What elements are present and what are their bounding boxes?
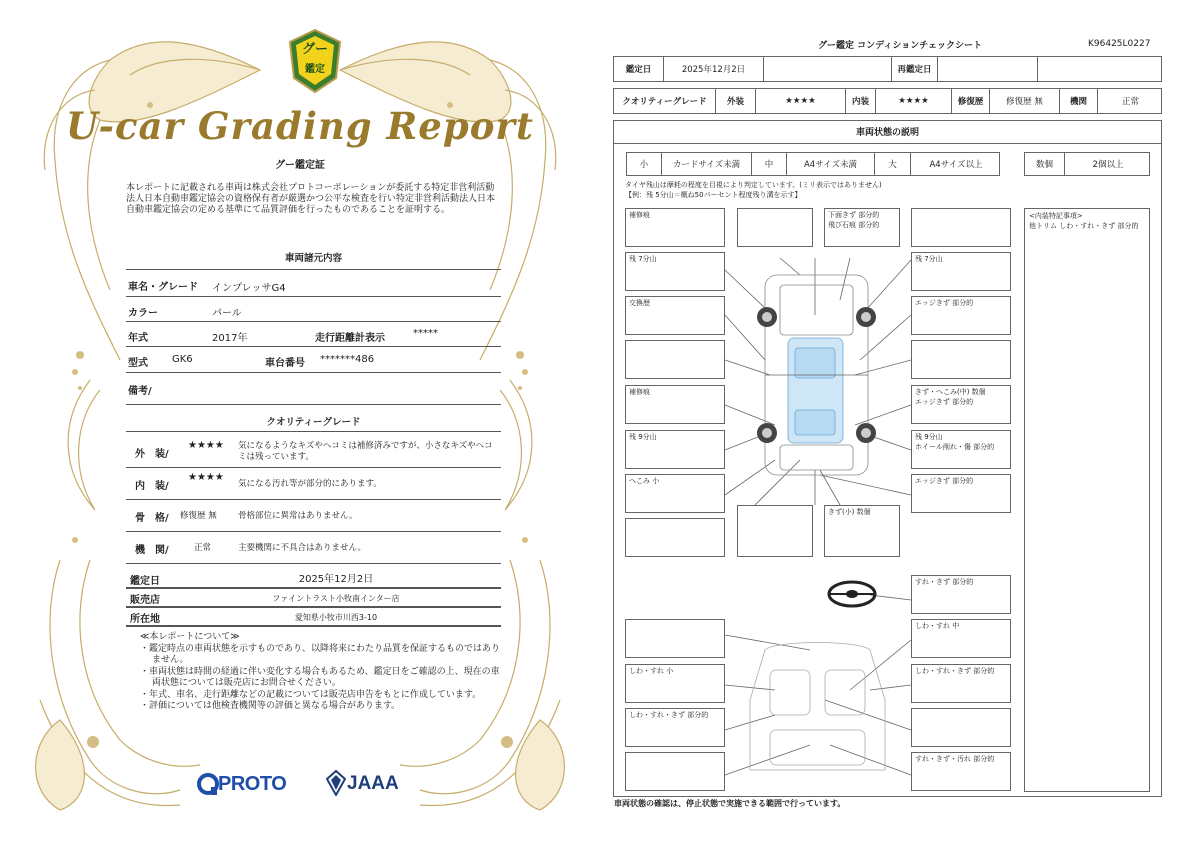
damage-box-left: 残 9分山 xyxy=(625,430,725,469)
frame-label: 骨 格/ xyxy=(135,513,169,524)
damage-box-left: 残 7分山 xyxy=(625,252,725,291)
divider xyxy=(126,531,501,532)
repair-value: 修復歴 無 xyxy=(990,89,1060,113)
size-mid-desc: A4サイズ未満 xyxy=(787,153,875,175)
note-item: ・鑑定時点の車両状態を示すものであり、以降将来にわたり品質を保証するものではありません。 xyxy=(140,643,501,665)
frame-text: 骨格部位に異常はありません。 xyxy=(238,511,358,521)
damage-box-left: 補修痕 xyxy=(625,208,725,247)
interior-stars: ★★★★ xyxy=(188,472,224,483)
damage-box-right: エッジきず 部分的 xyxy=(911,474,1011,513)
damage-box-right: きず・へこみ(中) 数個 エッジきず 部分的 xyxy=(911,385,1011,424)
damage-box-left: 補修痕 xyxy=(625,385,725,424)
tire-note-1: タイヤ残山は摩耗の程度を目視により判定しています。(ミリ表示ではありません) xyxy=(625,181,882,189)
engine-label: 機関 xyxy=(1060,89,1098,113)
divider xyxy=(126,587,501,589)
interior-note-heading: <内装特記事項> xyxy=(1029,212,1083,220)
size-small-desc: カードサイズ未満 xyxy=(662,153,752,175)
dealer-label: 販売店 xyxy=(130,595,160,606)
date-value: 2025年12月2日 xyxy=(664,57,764,81)
jaaa-logo-icon xyxy=(326,770,346,796)
location-label: 所在地 xyxy=(130,614,160,625)
mileage-label: 走行距離計表示 xyxy=(315,333,385,344)
chassis-label: 車台番号 xyxy=(265,358,305,369)
damage-box-top: 下面きず 部分的 飛び石痕 部分的 xyxy=(824,208,900,247)
exterior-label: 外 装/ xyxy=(135,449,169,460)
chassis-value: *******486 xyxy=(320,354,375,365)
exterior-stars: ★★★★ xyxy=(756,89,846,113)
certificate-intro: 本レポートに記載される車両は株式会社プロトコーポレーションが委託する特定非営利活動法人日本自動車鑑定協会の資格保有者が厳選かつ公平な検査を行い特定非営利活動法人日本自動車鑑定協会の定める基準にて品質評価を行ったものであることを証明する。 xyxy=(126,183,496,215)
car-name-label: 車名・グレード xyxy=(128,282,198,293)
damage-box-bottom xyxy=(737,505,813,557)
divider xyxy=(126,606,501,608)
size-large: 大 xyxy=(875,153,911,175)
proto-logo-text: PROTO xyxy=(218,773,287,795)
interior-box-left: しわ・すれ・きず 部分的 xyxy=(625,708,725,747)
grade-label: クオリティーグレード xyxy=(614,89,716,113)
exterior-label: 外装 xyxy=(716,89,756,113)
damage-box-top xyxy=(911,208,1011,247)
engine-text: 主要機関に不具合はありません。 xyxy=(238,543,367,553)
interior-note-panel xyxy=(1024,208,1150,792)
divider xyxy=(126,625,501,627)
engine-value: 正常 xyxy=(194,543,212,553)
location-value: 愛知県小牧市川西3-10 xyxy=(294,613,378,622)
divider xyxy=(126,296,501,297)
dealer-value: ファイントラスト小牧南インター店 xyxy=(272,594,400,603)
interior-box-left xyxy=(625,752,725,791)
divider xyxy=(126,321,501,322)
interior-box-right: しわ・すれ 中 xyxy=(911,619,1011,658)
interior-box-right: しわ・すれ・きず 部分的 xyxy=(911,664,1011,703)
divider xyxy=(126,431,501,432)
note-item: ・車両状態は時間の経過に伴い変化する場合もあるため、鑑定日をご確認の上、現在の車両状態については販売店にお問合せください。 xyxy=(140,666,500,688)
divider xyxy=(126,563,501,564)
engine-value: 正常 xyxy=(1121,97,1139,107)
color-label: カラー xyxy=(128,308,158,319)
divider xyxy=(126,346,501,347)
sheet-title: グー鑑定 コンディションチェックシート xyxy=(818,41,982,51)
proto-logo-icon xyxy=(197,773,219,797)
size-mid: 中 xyxy=(752,153,787,175)
tire-note-2: 【例：残 5分山＝概ね50パーセント程度残り溝を示す】 xyxy=(625,191,802,199)
quality-heading: クオリティーグレード xyxy=(266,417,361,428)
damage-box-right xyxy=(911,340,1011,379)
damage-box-right: 残 7分山 xyxy=(911,252,1011,291)
notes-block xyxy=(140,632,500,713)
damage-box-right: エッジきず 部分的 xyxy=(911,296,1011,335)
car-name-value: インプレッサG4 xyxy=(212,283,286,294)
date-label: 鑑定日 xyxy=(130,576,160,587)
divider xyxy=(126,372,501,373)
state-heading: 車両状態の説明 xyxy=(613,120,1162,144)
divider xyxy=(126,499,501,500)
badge-bottom-text: 鑑定 xyxy=(305,64,325,75)
divider xyxy=(126,269,501,270)
interior-label: 内 装/ xyxy=(135,481,169,492)
interior-note-text: 他トリム しわ・すれ・きず 部分的 xyxy=(1029,222,1139,230)
repair-label: 修復歴 xyxy=(952,89,990,113)
damage-box-top xyxy=(737,208,813,247)
condition-check-sheet xyxy=(600,0,1200,848)
sheet-footer: 車両状態の確認は、停止状態で実施できる範囲で行っています。 xyxy=(614,799,846,808)
sheet-code: K96425L0227 xyxy=(1088,39,1151,49)
spec-heading: 車両諸元内容 xyxy=(284,253,342,264)
engine-label: 機 関/ xyxy=(135,545,169,556)
script-title: U-car Grading Report xyxy=(66,104,534,148)
size-large-desc: A4サイズ以上 xyxy=(929,160,983,170)
color-value: パール xyxy=(212,308,242,319)
interior-label: 内装 xyxy=(846,89,876,113)
size-small: 小 xyxy=(627,153,662,175)
year-value: 2017年 xyxy=(212,333,248,344)
model-value: GK6 xyxy=(172,354,193,365)
note-item: ・年式、車名、走行距離などの記載については販売店申告をもとに作成しています。 xyxy=(140,689,482,700)
interior-box-right xyxy=(911,708,1011,747)
divider xyxy=(126,467,501,468)
damage-box-left xyxy=(625,518,725,557)
model-label: 型式 xyxy=(128,358,148,369)
damage-box-left: へこみ 小 xyxy=(625,474,725,513)
steering-wheel-icon xyxy=(829,582,875,606)
count-label: 数個 xyxy=(1025,153,1065,175)
interior-box-left xyxy=(625,619,725,658)
steering-box: すれ・きず 部分的 xyxy=(911,575,1011,614)
date-value: 2025年12月2日 xyxy=(298,574,374,585)
damage-box-left: 交換歴 xyxy=(625,296,725,335)
jaaa-logo-text: JAAA xyxy=(347,773,399,794)
damage-box-left xyxy=(625,340,725,379)
exterior-text: 気になるようなキズやヘコミは補修済みですが、小さなキズやヘコミは残っています。 xyxy=(238,441,493,462)
interior-text: 気になる汚れ等が部分的にあります。 xyxy=(238,479,382,489)
interior-box-left: しわ・すれ 小 xyxy=(625,664,725,703)
damage-box-right: 残 9分山 ホイール削れ・傷 部分的 xyxy=(911,430,1011,469)
divider xyxy=(126,404,501,405)
damage-box-bottom: きず(小) 数個 xyxy=(824,505,900,557)
interior-stars: ★★★★ xyxy=(876,89,952,113)
note-item: ・評価については他検査機関等の評価と異なる場合があります。 xyxy=(140,701,401,711)
year-label: 年式 xyxy=(128,333,148,344)
notes-heading: ≪本レポートについて≫ xyxy=(140,632,240,642)
date-label: 鑑定日 xyxy=(614,57,664,81)
badge-top-text: グー xyxy=(301,42,328,57)
certificate-subtitle: グー鑑定証 xyxy=(275,160,325,171)
interior-box-right: すれ・きず・汚れ 部分的 xyxy=(911,752,1011,791)
reinspect-label: 再鑑定日 xyxy=(892,57,938,81)
remarks-label: 備考/ xyxy=(128,386,152,397)
count-desc: 2個以上 xyxy=(1092,160,1124,170)
exterior-stars: ★★★★ xyxy=(188,440,224,451)
mileage-value: ***** xyxy=(413,328,438,339)
frame-value: 修復歴 無 xyxy=(180,511,217,521)
